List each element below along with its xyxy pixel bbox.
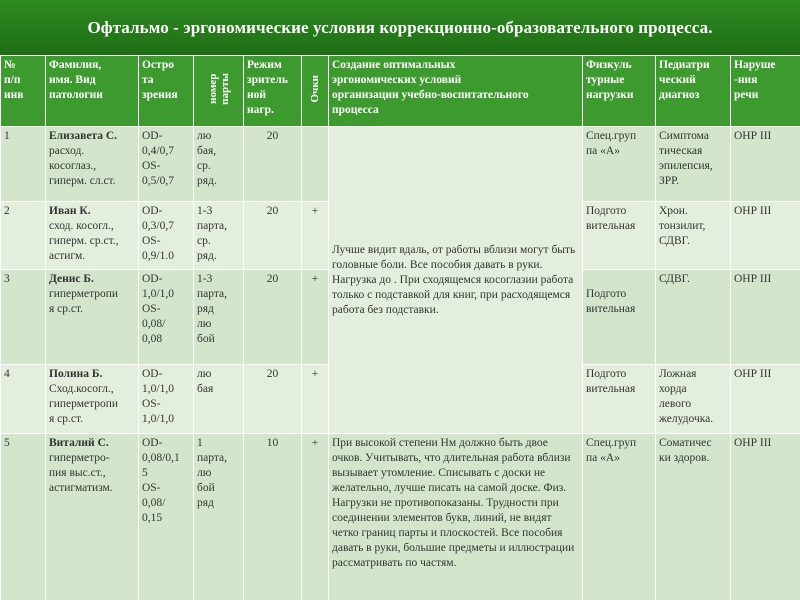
cell-num: 1 bbox=[1, 127, 46, 202]
cell-speech: ОНР III bbox=[731, 127, 800, 202]
student-name: Елизавета С. bbox=[49, 130, 118, 142]
table-row bbox=[1, 434, 800, 600]
cell-glasses: + bbox=[302, 434, 329, 600]
cell-glasses: + bbox=[302, 270, 329, 365]
header-row bbox=[1, 56, 800, 127]
cell-physical: Спец.груп па «А» bbox=[583, 127, 656, 202]
conditions-table bbox=[0, 55, 800, 600]
cell-physical: Подгото вительная bbox=[583, 270, 656, 365]
cell-speech: ОНР III bbox=[731, 434, 800, 600]
cell-num: 4 bbox=[1, 365, 46, 434]
student-name: Виталий С. bbox=[49, 437, 109, 449]
cell-diagnosis: Симптома тическая эпилепсия, ЗРР. bbox=[656, 127, 731, 202]
table-row bbox=[1, 127, 800, 202]
student-name: Полина Б. bbox=[49, 368, 103, 380]
cell-desk: 1 парта, лю бой ряд bbox=[194, 434, 244, 600]
cell-acuity: OD- 1,0/1,0 OS- 0,08/ 0,08 bbox=[139, 270, 194, 365]
cell-glasses: + bbox=[302, 202, 329, 270]
header-conditions: Создание оптимальных эргономических условий организации учебно-воспитательного процесса bbox=[329, 56, 583, 127]
cell-name bbox=[46, 365, 139, 434]
pathology: расход. косоглаз., гиперм. сл.ст. bbox=[49, 145, 116, 187]
cell-desk: лю бая, ср. ряд. bbox=[194, 127, 244, 202]
cell-name bbox=[46, 270, 139, 365]
cell-conditions: При высокой степени Нм должно быть двое очков. Учитывать, что длительная работа вблизи вызывает утомление. Списывать с доски не желательно, лучше писать на самой доске. Физ. Нагрузки не противопоказаны. Трудности при соединении элементов букв, линий, не видят четко границ парты и плоскостей. Все пособия давать в руки, большие предметы и иллюстрации рассматривать по частям. bbox=[329, 434, 583, 600]
header-speech: Наруше -ния речи bbox=[731, 56, 800, 127]
header-diagnosis: Педиатри ческий диагноз bbox=[656, 56, 731, 127]
cell-diagnosis: Соматичес ки здоров. bbox=[656, 434, 731, 600]
student-name: Денис Б. bbox=[49, 273, 94, 285]
header-glasses: Очки bbox=[309, 75, 321, 103]
cell-desk: лю бая bbox=[194, 365, 244, 434]
cell-name bbox=[46, 434, 139, 600]
page-title: Офтальмо - эргономические условия коррекционно-образовательного процесса. bbox=[87, 17, 713, 37]
cell-name bbox=[46, 202, 139, 270]
cell-physical: Подгото вительная bbox=[583, 365, 656, 434]
cell-physical: Подгото вительная bbox=[583, 202, 656, 270]
cell-diagnosis: Хрон. тонзилит, СДВГ. bbox=[656, 202, 731, 270]
header-num: № п/п инв bbox=[1, 56, 46, 127]
cell-desk: 1-3 парта, ср. ряд. bbox=[194, 202, 244, 270]
cell-glasses: + bbox=[302, 365, 329, 434]
cell-mode: 20 bbox=[244, 202, 302, 270]
header-desk-cell bbox=[194, 56, 244, 127]
cell-speech: ОНР III bbox=[731, 270, 800, 365]
pathology: Сход.косогл., гиперметропи я ср.ст. bbox=[49, 383, 119, 425]
cell-acuity: OD- 0,08/0,1 5 OS- 0,08/ 0,15 bbox=[139, 434, 194, 600]
cell-glasses bbox=[302, 127, 329, 202]
header-name: Фамилия, имя. Вид патологии bbox=[46, 56, 139, 127]
header-physical: Физкуль турные нагрузки bbox=[583, 56, 656, 127]
header-glasses-cell bbox=[302, 56, 329, 127]
cell-acuity: OD- 0,4/0,7 OS- 0,5/0,7 bbox=[139, 127, 194, 202]
cell-speech: ОНР III bbox=[731, 202, 800, 270]
header-acuity: Остро та зрения bbox=[139, 56, 194, 127]
cell-desk: 1-3 парта, ряд лю бой bbox=[194, 270, 244, 365]
cell-num: 2 bbox=[1, 202, 46, 270]
student-name: Иван К. bbox=[49, 205, 91, 217]
cell-num: 3 bbox=[1, 270, 46, 365]
cell-mode: 20 bbox=[244, 127, 302, 202]
cell-mode: 10 bbox=[244, 434, 302, 600]
cell-acuity: OD- 1,0/1,0 OS- 1,0/1,0 bbox=[139, 365, 194, 434]
cell-acuity: OD- 0,3/0,7 OS- 0,9/1.0 bbox=[139, 202, 194, 270]
header-mode: Режим зритель ной нагр. bbox=[244, 56, 302, 127]
pathology: гиперметро- пия выс.ст., астигматизм. bbox=[49, 452, 113, 494]
pathology: гиперметропи я ср.ст. bbox=[49, 288, 119, 315]
cell-mode: 20 bbox=[244, 365, 302, 434]
cell-conditions-merged: Лучше видит вдаль, от работы вблизи могут быть головные боли. Все пособия давать в руки. Нагрузка до . При сходящемся косоглазии работа только с подставкой для книг, при расходящемся работа без подставки. bbox=[329, 127, 583, 434]
pathology: сход. косогл., гиперм. ср.ст., астигм. bbox=[49, 220, 119, 262]
cell-speech: ОНР III bbox=[731, 365, 800, 434]
cell-name bbox=[46, 127, 139, 202]
cell-num: 5 bbox=[1, 434, 46, 600]
header-desk: номер парты bbox=[206, 73, 231, 105]
cell-mode: 20 bbox=[244, 270, 302, 365]
title-bar bbox=[0, 0, 800, 55]
cell-diagnosis: Ложная хорда левого желудочка. bbox=[656, 365, 731, 434]
cell-physical: Спец.груп па «А» bbox=[583, 434, 656, 600]
cell-diagnosis: СДВГ. bbox=[656, 270, 731, 365]
